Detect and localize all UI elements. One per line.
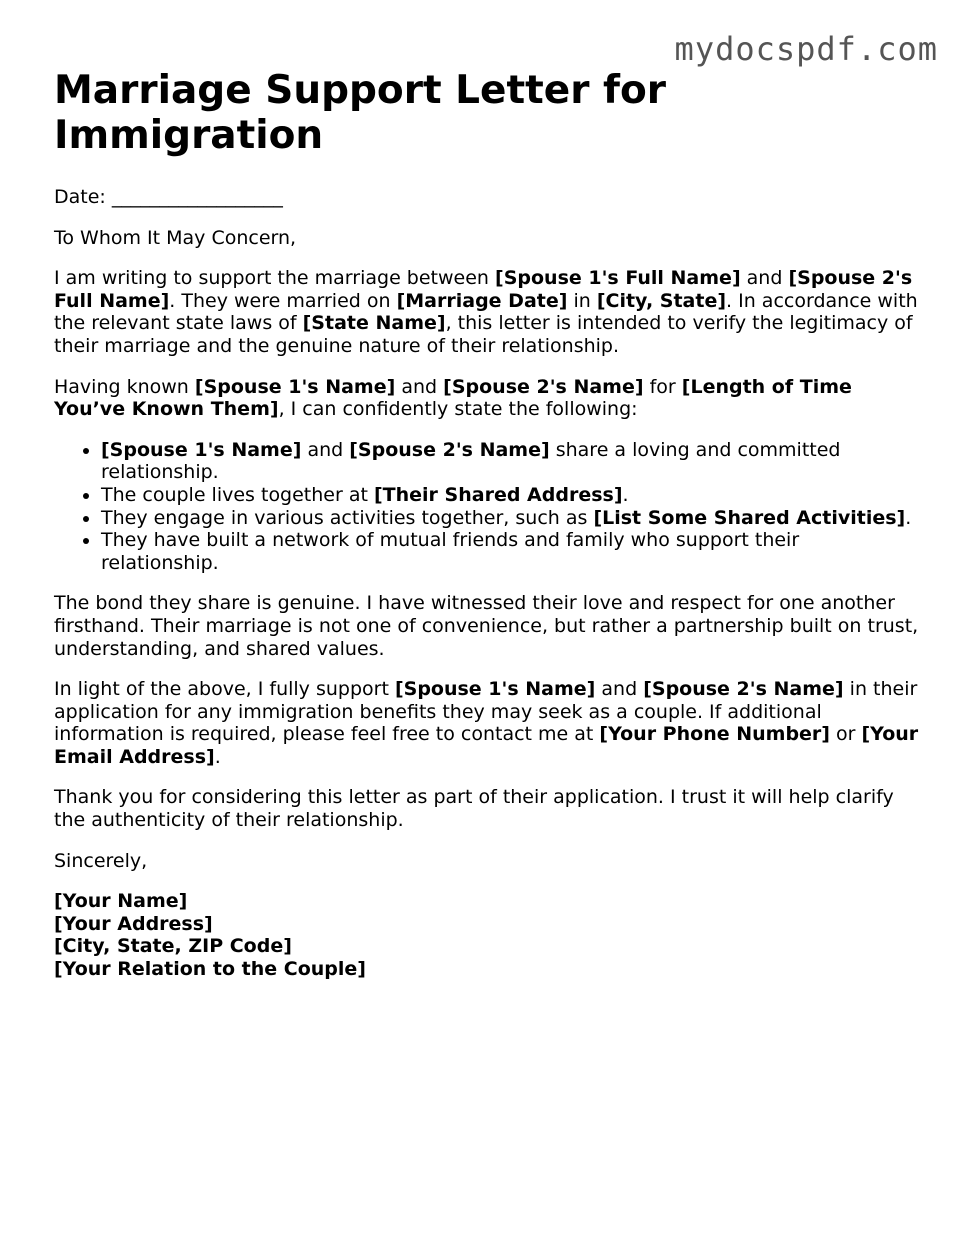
list-item (101, 529, 920, 574)
placeholder-spouse2-name: [Spouse 2's Name] (643, 678, 844, 701)
closing: Sincerely, (54, 849, 148, 872)
text: I am writing to support the marriage between (54, 267, 496, 290)
text: They have built a network of mutual friends and family who support their relationship. (101, 529, 800, 574)
text: . (214, 745, 221, 768)
placeholder-spouse1-name: [Spouse 1's Name] (394, 678, 596, 701)
placeholder-marriage-date: [Marriage Date] (396, 289, 568, 312)
text: The couple lives together at (101, 483, 374, 506)
paragraph-support (54, 678, 920, 768)
text: . They were married on (169, 289, 397, 312)
text: and (740, 267, 789, 290)
signature-name: [Your Name] (54, 890, 188, 913)
placeholder-spouse1-name: [Spouse 1's Name] (101, 438, 302, 461)
placeholder-spouse2-full-name: [Spouse 2's Full Name] (54, 267, 913, 312)
watermark: mydocspdf.com (674, 30, 938, 68)
text: . In accordance with the relevant state laws of (54, 289, 918, 335)
text: . (905, 506, 912, 529)
list-item (101, 507, 920, 530)
letter-body (54, 186, 920, 981)
text: . (622, 483, 629, 506)
text: In light of the above, I fully support (54, 678, 395, 701)
placeholder-state-name: [State Name] (302, 312, 446, 335)
placeholder-phone-number: [Your Phone Number] (599, 723, 830, 746)
signature-relation: [Your Relation to the Couple] (54, 958, 366, 981)
signature-city-state-zip: [City, State, ZIP Code] (54, 935, 292, 958)
placeholder-city-state: [City, State] (596, 289, 727, 312)
letter-page (54, 68, 920, 981)
date-line (54, 186, 920, 209)
text: in (567, 289, 597, 312)
text: and (301, 438, 350, 461)
evidence-list (54, 439, 920, 575)
text: for (643, 375, 682, 398)
date-blank: __________________ (111, 186, 283, 208)
text: in their application for any immigration benefits they may seek as a couple. If additional information is required, please feel free to contact me at (54, 678, 918, 746)
paragraph-intro (54, 267, 920, 357)
placeholder-email-address: [Your Email Address] (54, 723, 919, 768)
text: , this letter is intended to verify the legitimacy of their marriage and the genuine nature of their relationship. (54, 312, 913, 357)
text: and (595, 678, 644, 701)
signature-block (54, 890, 920, 980)
paragraph-thanks: Thank you for considering this letter as part of their application. I trust it will help clarify the authenticity of their relationship. (54, 786, 894, 832)
text: They engage in various activities together, such as (101, 506, 594, 529)
list-item (101, 439, 920, 484)
placeholder-shared-activities: [List Some Shared Activities] (593, 506, 906, 529)
text: , I can confidently state the following: (278, 398, 638, 421)
paragraph-bond: The bond they share is genuine. I have witnessed their love and respect for one another firsthand. Their marriage is not one of convenience, but rather a partnership built on trust, understanding, and shared values. (54, 592, 919, 660)
paragraph-known (54, 376, 920, 421)
list-item (101, 484, 920, 507)
date-label: Date: (54, 186, 112, 208)
signature-address: [Your Address] (54, 912, 213, 935)
text: share a loving and committed relationship. (101, 438, 841, 484)
placeholder-spouse1-full-name: [Spouse 1's Full Name] (495, 267, 741, 290)
placeholder-spouse1-name: [Spouse 1's Name] (194, 375, 396, 398)
text: or (829, 723, 862, 746)
text: and (395, 375, 444, 398)
text: Having known (54, 375, 195, 398)
placeholder-spouse2-name: [Spouse 2's Name] (349, 438, 550, 461)
placeholder-shared-address: [Their Shared Address] (373, 483, 623, 506)
salutation: To Whom It May Concern, (54, 226, 297, 249)
placeholder-length-of-time: [Length of Time You’ve Known Them] (54, 375, 852, 421)
page-title: Marriage Support Letter for Immigration (54, 68, 667, 158)
placeholder-spouse2-name: [Spouse 2's Name] (443, 375, 644, 398)
